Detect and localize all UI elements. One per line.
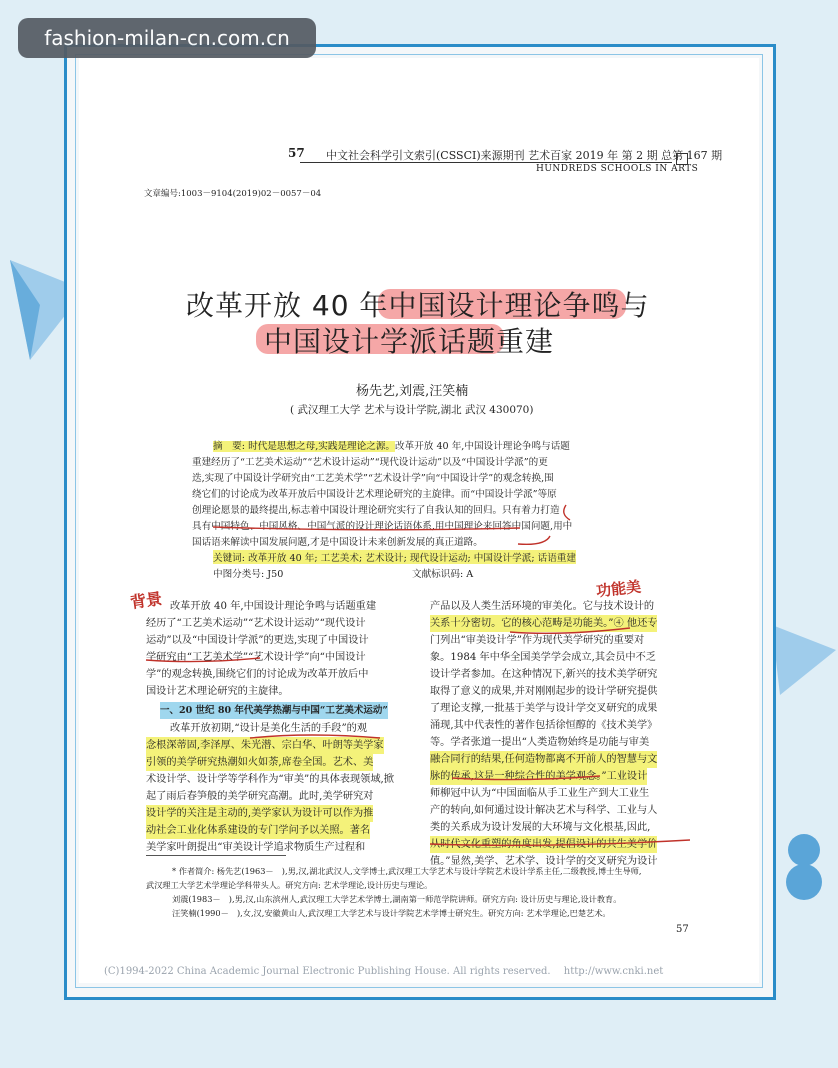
title-part: 重建 [496,325,555,358]
abstract-line: 创理论愿景的最终提出,标志着中国设计理论研究实行了自我认知的回归。只有着力打造 [192,505,560,516]
abstract-line: 国话语来解读中国发展问题,才是中国设计未来创新发展的真正道路。 [192,537,483,548]
body-line: 涌现,其中代表性的著作包括徐恒醇的《技术美学》 [430,720,658,731]
body-line-highlighted: 脉的传承,这是一种综合性的美学观念。”工业设计 [430,768,647,785]
body-line: 术设计学、设计学等学科作为“审美”的具体表现领域,掀 [146,774,394,785]
article-number: 文章编号:1003－9104(2019)02－0057－04 [144,189,322,199]
authors: 杨先艺,刘震,汪笑楠 [356,384,469,399]
body-line: 产的转向,如何通过设计解决艺术与科学、工业与人 [430,805,658,816]
abstract-line: 重建经历了“工艺美术运动”“艺术设计运动”“现代设计运动”以及“中国设计学派”的更 [192,457,548,468]
body-line: 美学家叶朗提出“审美设计学追求物质生产过程和 [146,842,366,853]
document-code: 文献标识码: A [412,569,474,580]
body-line-highlighted: 念根深蒂固,李泽厚、朱光潜、宗白华、叶朗等美学家 [146,737,384,754]
journal-english-name: HUNDREDS SCHOOLS IN ARTS [536,164,699,174]
body-line-highlighted: 融合同行的结果,任何造物都离不开前人的智慧与文 [430,751,657,768]
title-part: 与 [620,289,650,322]
body-line-highlighted: 关系十分密切。它的核心范畴是功能美。”④ 他还专 [430,615,657,632]
body-line: 运动”以及“中国设计学派”的更迭,实现了中国设计 [146,635,369,646]
body-line: 经历了“工艺美术运动”“艺术设计运动”“现代设计 [146,618,366,629]
watermark-badge: fashion-milan-cn.com.cn [18,18,316,58]
body-line: 值。”显然,美学、艺术学、设计学的交叉研究为设计 [430,856,658,867]
clc-number: 中图分类号: J50 [213,569,284,580]
body-line: 师柳冠中认为“中国面临从手工业生产到大工业生 [430,788,650,799]
handwritten-note-function-beauty: 功能美 [595,577,642,601]
body-line: 国设计艺术理论研究的主旋律。 [146,686,289,697]
footnote-line: * 作者简介: 杨先艺(1963－ ),男,汉,湖北武汉人,文学博士,武汉理工大学艺术与设计学院艺术设计学系主任,二级教授,博士生导师, [172,866,642,876]
footnote-line: 刘震(1983－ ),男,汉,山东滨州人,武汉理工大学艺术学博士,湖南第一师范学院讲师。研究方向: 设计历史与理论,设计教育。 [172,894,622,904]
body-line-highlighted: 动社会工业化体系建设的专门学问予以关照。著名 [146,822,370,839]
page-number-footer: 57 [676,924,689,935]
body-line: 学研究由“工艺美术学”“艺术设计学”向“中国设计 [146,652,366,663]
copyright-notice: (C)1994-2022 China Academic Journal Electronic Publishing House. All rights reserved. http://www.cnki.net [104,966,664,977]
body-line-highlighted: 引领的美学研究热潮如火如荼,席卷全国。艺术、美 [146,754,373,771]
body-line: 象。1984 年中华全国美学学会成立,其会员中不乏 [430,652,656,663]
body-line: 等。学者张道一提出“人类造物始终是功能与审美 [430,737,650,748]
affiliation: ( 武汉理工大学 艺术与设计学院,湖北 武汉 430070) [290,404,534,416]
abstract-line: 具有中国特色、中国风格、中国气派的设计理论话语体系,用中国理论来回答中国问题,用中 [192,521,573,532]
abstract-text: 改革开放 40 年,中国设计理论争鸣与话题 [395,441,570,452]
keywords: 关键词: 改革开放 40 年; 工艺美术; 艺术设计; 现代设计运动; 中国设计学派; 话语重建 [213,550,576,564]
body-line: 类的关系成为设计发展的大环境与文化根基,因此, [430,822,651,833]
body-line: 了理论支撑,一批基于美学与设计学交叉研究的成果 [430,703,658,714]
body-line: 取得了意义的成果,并对刚刚起步的设计学研究提供 [430,686,658,697]
footnote-line: 武汉理工大学艺术学理论学科带头人。研究方向: 艺术学理论,设计历史与理论。 [146,880,433,890]
title-highlighted-part: 中国设计学派话题 [264,325,497,358]
footnote-rule [146,855,286,856]
body-line: 门列出“审美设计学”作为现代美学研究的重要对 [430,635,645,646]
handwritten-note-background: 背景 [128,588,164,613]
body-line: 学”的观念转换,围绕它们的讨论成为改革开放后中 [146,669,369,680]
section-heading: 一、20 世纪 80 年代美学热潮与中国“工艺美术运动” [160,702,388,719]
abstract-highlight: 摘 要: 时代是思想之母,实践是理论之源。 [213,441,396,452]
body-line: 设计学者参加。在这种情况下,新兴的技术美学研究 [430,669,658,680]
header-page-number: 57 [288,146,305,160]
footnote-line: 汪笑楠(1990－ ),女,汉,安徽黄山人,武汉理工大学艺术与设计学院艺术学博士研究生。研究方向: 艺术学理论,巴楚艺术。 [172,908,611,918]
title-part: 改革开放 40 年 [186,289,389,322]
body-line: 改革开放 40 年,中国设计理论争鸣与话题重建 [170,601,377,612]
abstract-line: 绕它们的讨论成为改革开放后中国设计艺术理论研究的主旋律。而“中国设计学派”等原 [192,489,557,500]
title-highlighted-part: 中国设计理论争鸣 [388,289,621,322]
body-line-highlighted: 设计学的关注是主动的,美学家认为设计可以作为推 [146,805,373,822]
body-line: 改革开放初期,“设计是美化生活的手段”的观 [170,723,368,734]
body-line-highlighted: 从时代文化重塑的角度出发,提倡设计的共生美学价 [430,836,657,853]
body-line: 产品以及人类生活环境的审美化。它与技术设计的 [430,601,655,612]
abstract-line: 迭,实现了中国设计学研究由“工艺美术学”“艺术设计学”向“中国设计学”的观念转换,围 [192,473,554,484]
body-line: 起了雨后春笋般的美学研究高潮。此时,美学研究对 [146,791,374,802]
journal-header: 中文社会科学引文索引(CSSCI)来源期刊 艺术百家 2019 年 第 2 期 总第 167 期 [326,149,723,162]
